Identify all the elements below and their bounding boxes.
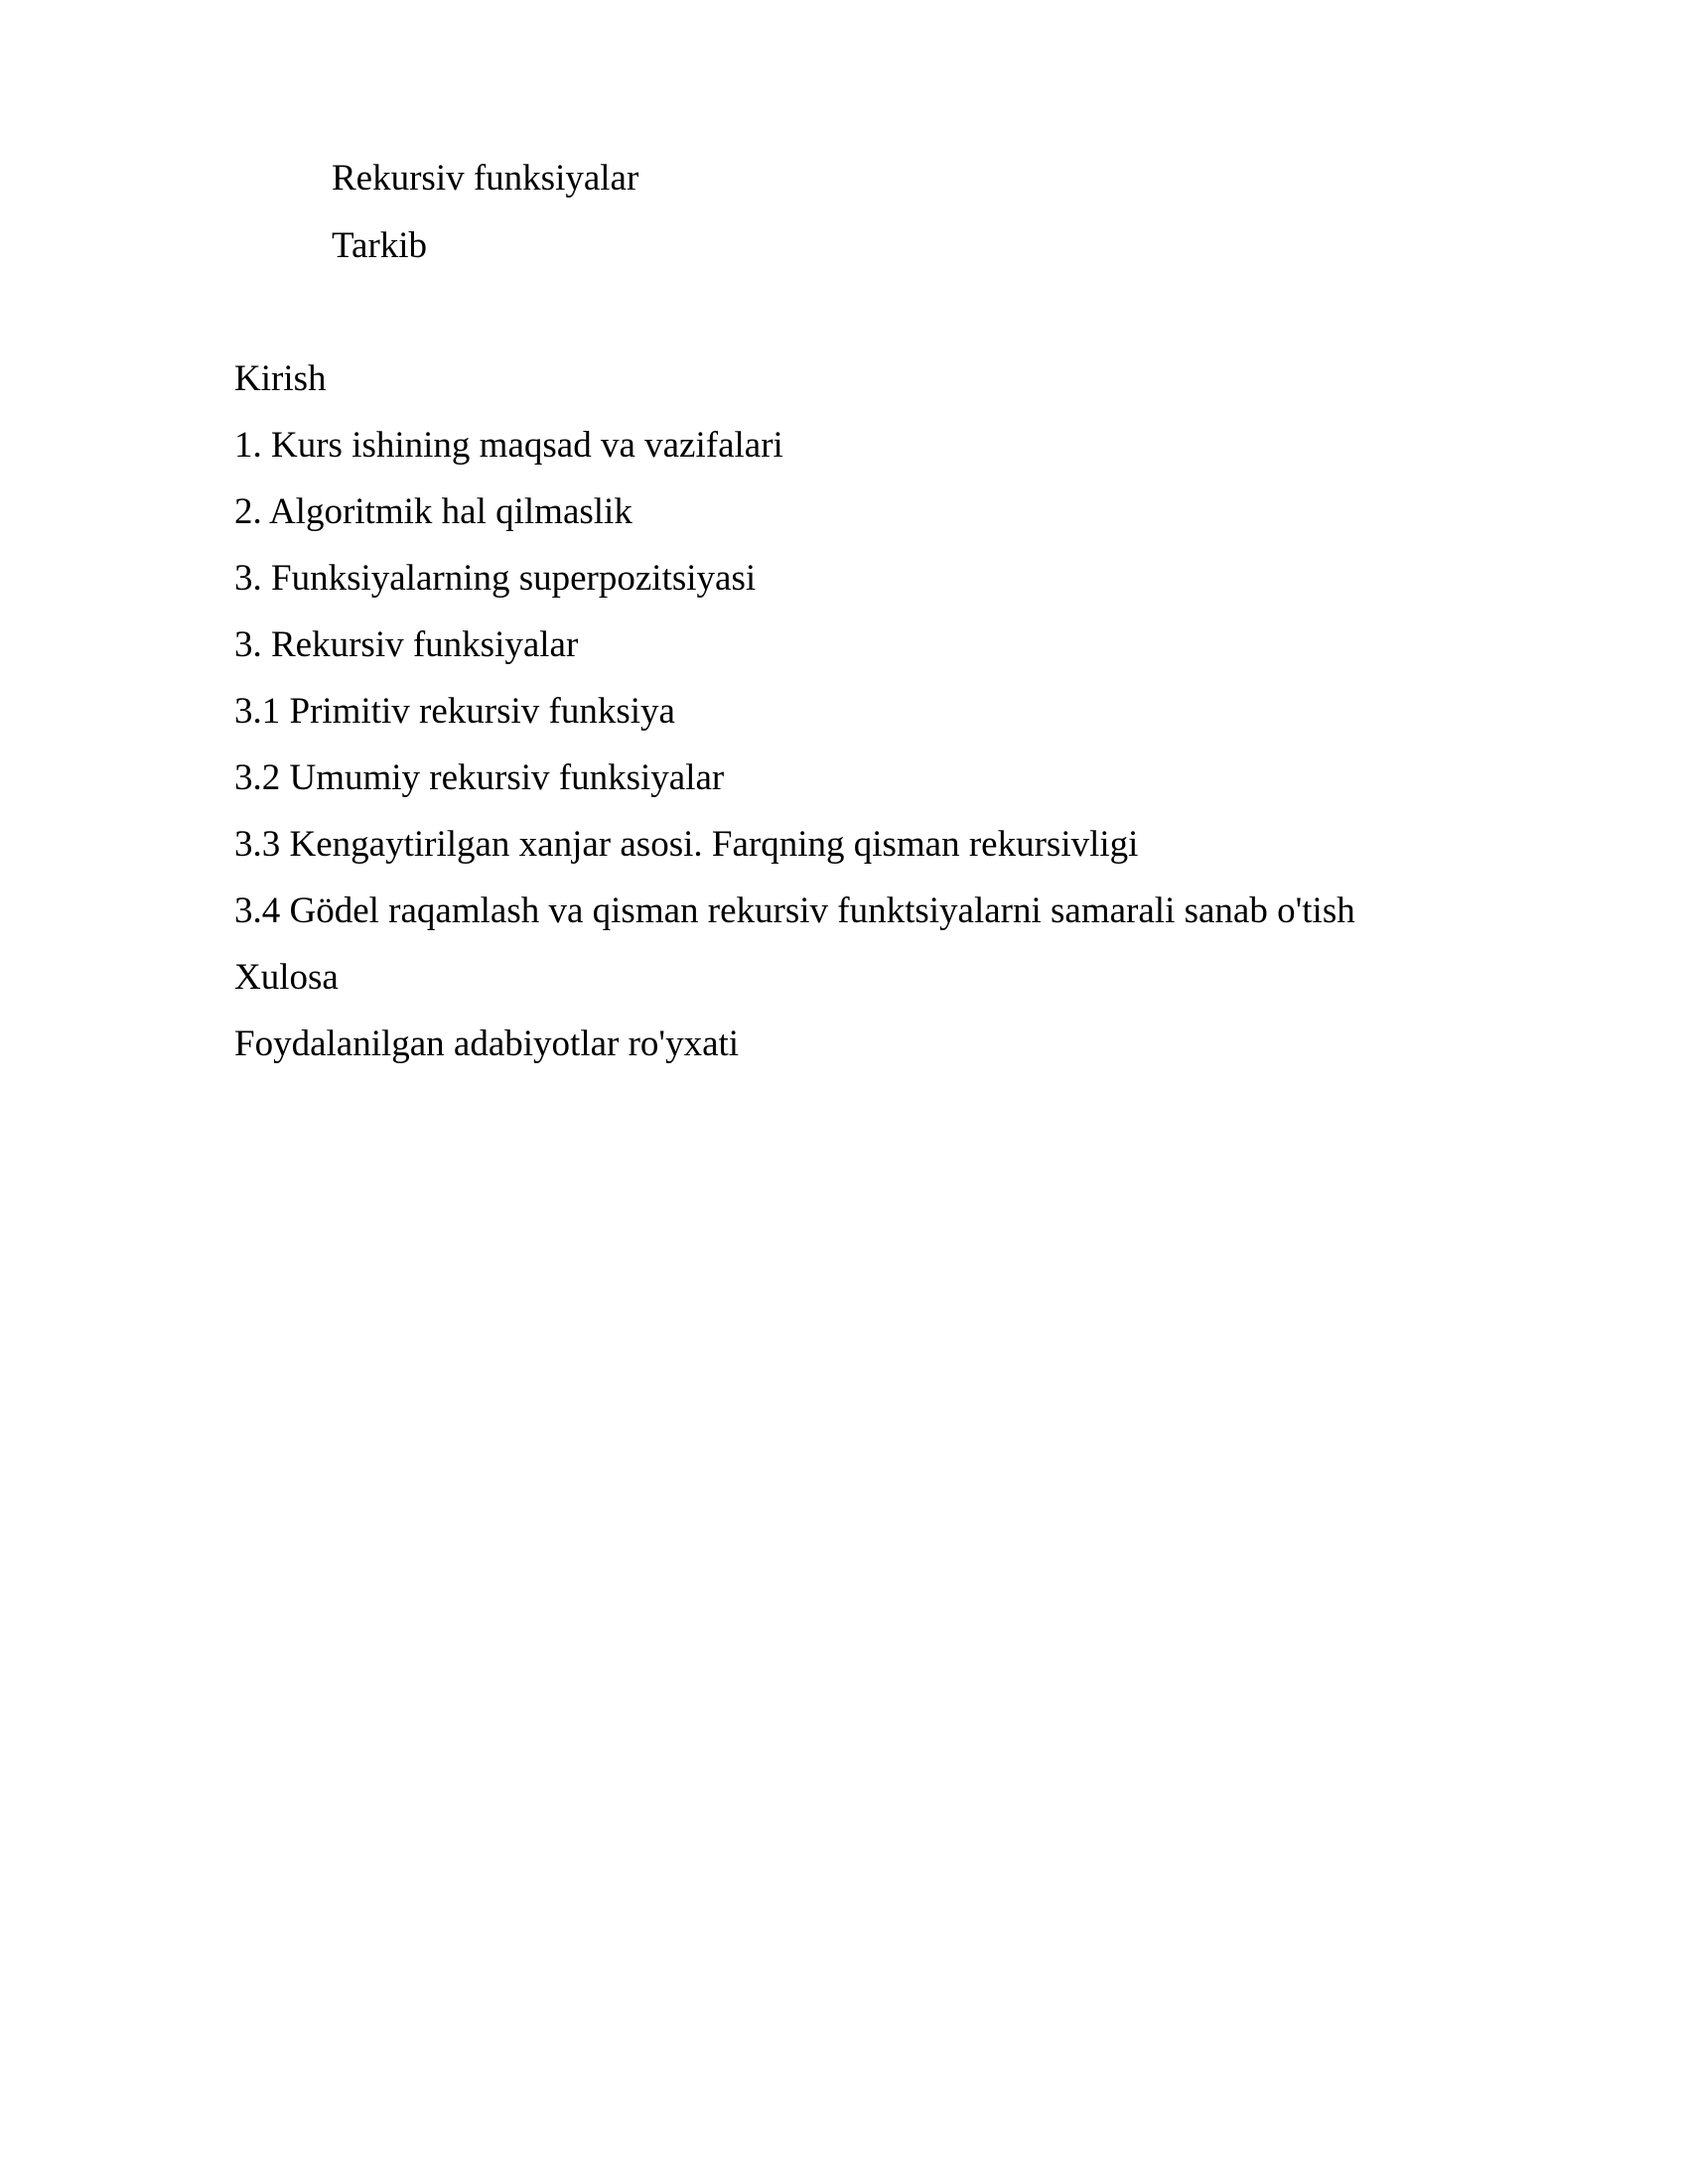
toc-item-references: Foydalanilgan adabiyotlar ro'yxati: [234, 1024, 740, 1064]
toc-heading: Tarkib: [332, 225, 428, 266]
document-title: Rekursiv funksiyalar: [332, 158, 639, 199]
toc-item: 3.3 Kengaytirilgan xanjar asosi. Farqning qisman rekursivligi: [234, 824, 1139, 865]
toc-item: 3.2 Umumiy rekursiv funksiyalar: [234, 757, 725, 798]
toc-item-introduction: Kirish: [234, 358, 327, 399]
toc-item: 1. Kurs ishining maqsad va vazifalari: [234, 425, 783, 466]
toc-item: 2. Algoritmik hal qilmaslik: [234, 491, 633, 532]
toc-item: 3. Funksiyalarning superpozitsiyasi: [234, 558, 757, 599]
toc-item: 3.4 Gödel raqamlash va qisman rekursiv funktsiyalarni samarali sanab o'tish: [234, 890, 1355, 931]
toc-item-conclusion: Xulosa: [234, 957, 339, 998]
toc-item: 3.1 Primitiv rekursiv funksiya: [234, 691, 675, 732]
toc-item: 3. Rekursiv funksiyalar: [234, 624, 579, 665]
